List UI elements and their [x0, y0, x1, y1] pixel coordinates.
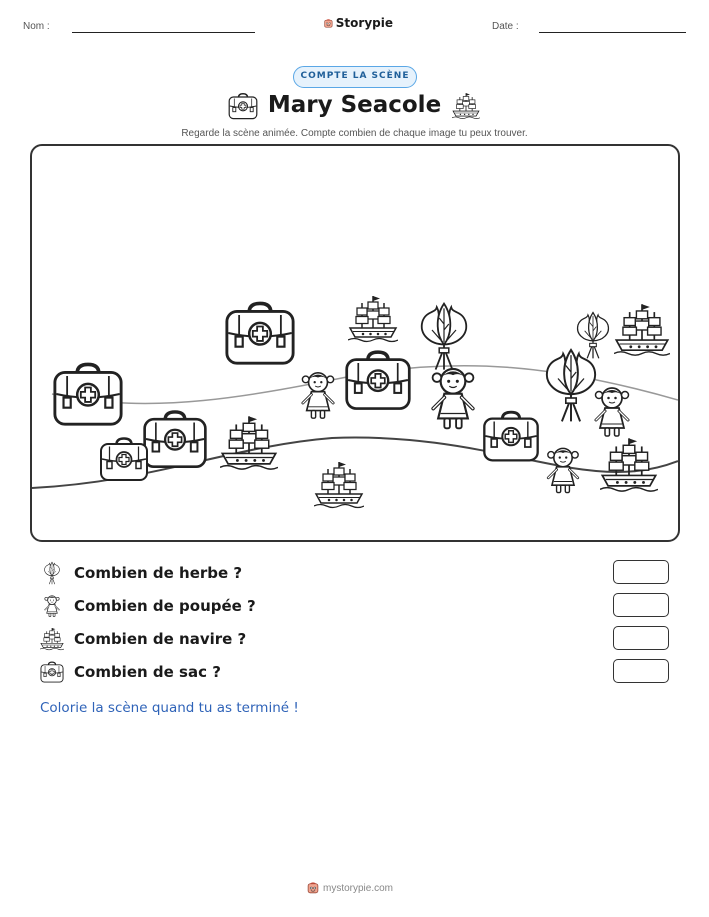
question-row-ship — [40, 626, 670, 652]
bag-icon — [145, 412, 206, 467]
site-url: mystorypie.com — [323, 882, 394, 894]
ship-icon — [614, 304, 670, 355]
coloring-instruction: Colorie la scène quand tu as terminé ! — [40, 700, 299, 716]
storypie-logo-icon — [323, 16, 334, 31]
doll-icon — [40, 594, 64, 618]
doll-icon — [548, 448, 578, 492]
bag-icon — [55, 364, 121, 424]
herb-icon — [40, 561, 64, 585]
bag-icon — [347, 352, 410, 408]
question-row-herb — [40, 560, 670, 586]
answer-box-bag[interactable] — [613, 659, 669, 683]
bag-icon — [228, 92, 258, 120]
question-row-doll — [40, 593, 670, 619]
name-label: Nom : — [23, 21, 50, 32]
bag-icon — [40, 660, 64, 684]
answer-box-ship[interactable] — [613, 626, 669, 650]
brand-name: Storypie — [335, 16, 393, 30]
ship-icon — [348, 296, 398, 342]
date-line[interactable] — [539, 32, 686, 33]
footer-brand — [306, 880, 406, 896]
ship-icon — [40, 627, 64, 651]
count-scene-badge: COMPTE LA SCÈNE — [293, 66, 417, 88]
storypie-logo-icon — [306, 881, 320, 895]
bag-icon — [227, 303, 293, 363]
scene-illustration[interactable] — [32, 146, 678, 540]
herb-icon — [547, 350, 595, 422]
ship-icon — [452, 92, 480, 120]
page-title: Mary Seacole — [267, 92, 442, 118]
name-line[interactable] — [72, 32, 255, 33]
doll-icon — [433, 369, 474, 428]
question-text: Combien de poupée ? — [74, 597, 256, 615]
ship-icon — [600, 438, 658, 491]
herb-icon — [422, 304, 466, 370]
brand-logo — [323, 13, 393, 33]
bag-icon — [484, 412, 537, 460]
ship-icon — [314, 462, 364, 508]
doll-icon — [596, 388, 629, 436]
bag-icon — [101, 439, 147, 481]
question-row-bag — [40, 659, 670, 685]
instructions: Regarde la scène animée. Compte combien de chaque image tu peux trouver. — [181, 128, 528, 139]
doll-icon — [302, 373, 333, 418]
answer-box-herb[interactable] — [613, 560, 669, 584]
date-label: Date : — [492, 21, 519, 32]
scene-frame — [30, 144, 680, 542]
question-text: Combien de navire ? — [74, 630, 247, 648]
ship-icon — [220, 416, 278, 469]
answer-box-doll[interactable] — [613, 593, 669, 617]
question-text: Combien de sac ? — [74, 663, 221, 681]
question-text: Combien de herbe ? — [74, 564, 243, 582]
herb-icon — [578, 313, 609, 359]
